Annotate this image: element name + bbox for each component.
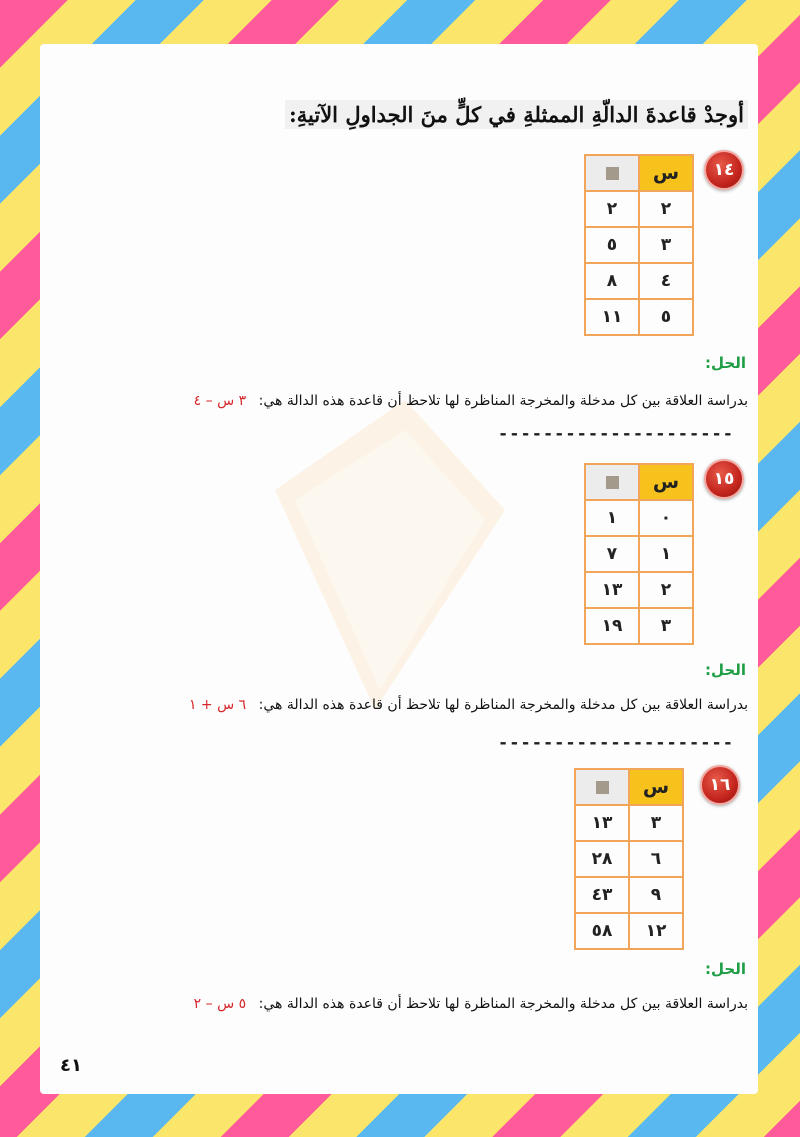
x-cell: ١ (639, 536, 693, 572)
x-cell: ٣ (639, 608, 693, 644)
function-table (584, 154, 694, 336)
table-row (585, 191, 693, 227)
table-row (585, 299, 693, 335)
solution-text (189, 697, 748, 713)
y-column-header (585, 155, 639, 191)
solution-label: الحل: (705, 354, 746, 372)
solution-label: الحل: (705, 960, 746, 978)
square-placeholder-icon (606, 167, 619, 180)
x-cell: ٢ (639, 191, 693, 227)
table-row (585, 572, 693, 608)
page-number: ٤١ (60, 1055, 82, 1076)
function-rule: ٦ س + ١ (188, 697, 247, 713)
x-cell: ٣ (629, 805, 683, 841)
y-column-header (585, 464, 639, 500)
separator-line: --------------------- (498, 424, 734, 444)
table-row (575, 913, 683, 949)
square-placeholder-icon (596, 781, 609, 794)
x-cell: ٦ (629, 841, 683, 877)
y-cell: ٤٣ (575, 877, 629, 913)
function-table (584, 463, 694, 645)
y-cell: ١١ (585, 299, 639, 335)
x-cell: ٤ (639, 263, 693, 299)
separator-line: --------------------- (498, 733, 734, 753)
function-rule: ٥ س – ٢ (193, 996, 247, 1012)
solution-sentence: بدراسة العلاقة بين كل مدخلة والمخرجة المناظرة لها تلاحظ أن قاعدة هذه الدالة هي: (258, 393, 748, 409)
problem-number-badge: ١٦ (700, 765, 740, 805)
solution-text (194, 996, 748, 1012)
x-column-header: س (639, 155, 693, 191)
x-cell: ٠ (639, 500, 693, 536)
square-placeholder-icon (606, 476, 619, 489)
table-row (585, 227, 693, 263)
y-cell: ١٣ (575, 805, 629, 841)
x-cell: ٥ (639, 299, 693, 335)
solution-label: الحل: (705, 661, 746, 679)
table-row (585, 500, 693, 536)
x-cell: ٢ (639, 572, 693, 608)
table-row (575, 877, 683, 913)
y-cell: ٢٨ (575, 841, 629, 877)
y-cell: ٢ (585, 191, 639, 227)
y-cell: ١٣ (585, 572, 639, 608)
y-cell: ٥ (585, 227, 639, 263)
y-cell: ١ (585, 500, 639, 536)
function-table (574, 768, 684, 950)
solution-text (194, 393, 748, 409)
solution-sentence: بدراسة العلاقة بين كل مدخلة والمخرجة المناظرة لها تلاحظ أن قاعدة هذه الدالة هي: (258, 697, 748, 713)
y-cell: ٧ (585, 536, 639, 572)
table-row (575, 841, 683, 877)
function-rule: ٣ س – ٤ (193, 393, 247, 409)
x-cell: ٣ (639, 227, 693, 263)
problem-number-badge: ١٥ (704, 459, 744, 499)
y-cell: ٥٨ (575, 913, 629, 949)
x-cell: ١٢ (629, 913, 683, 949)
y-cell: ١٩ (585, 608, 639, 644)
page-title: أوجدْ قاعدةَ الدالّةِ الممثلةِ في كلٍّ منَ الجداولِ الآتيةِ: (285, 100, 748, 129)
table-row (585, 536, 693, 572)
book-watermark-icon (255, 370, 525, 730)
table-row (585, 608, 693, 644)
table-row (575, 805, 683, 841)
problem-number-badge: ١٤ (704, 150, 744, 190)
y-cell: ٨ (585, 263, 639, 299)
x-column-header: س (629, 769, 683, 805)
x-cell: ٩ (629, 877, 683, 913)
solution-sentence: بدراسة العلاقة بين كل مدخلة والمخرجة المناظرة لها تلاحظ أن قاعدة هذه الدالة هي: (258, 996, 748, 1012)
x-column-header: س (639, 464, 693, 500)
y-column-header (575, 769, 629, 805)
table-row (585, 263, 693, 299)
